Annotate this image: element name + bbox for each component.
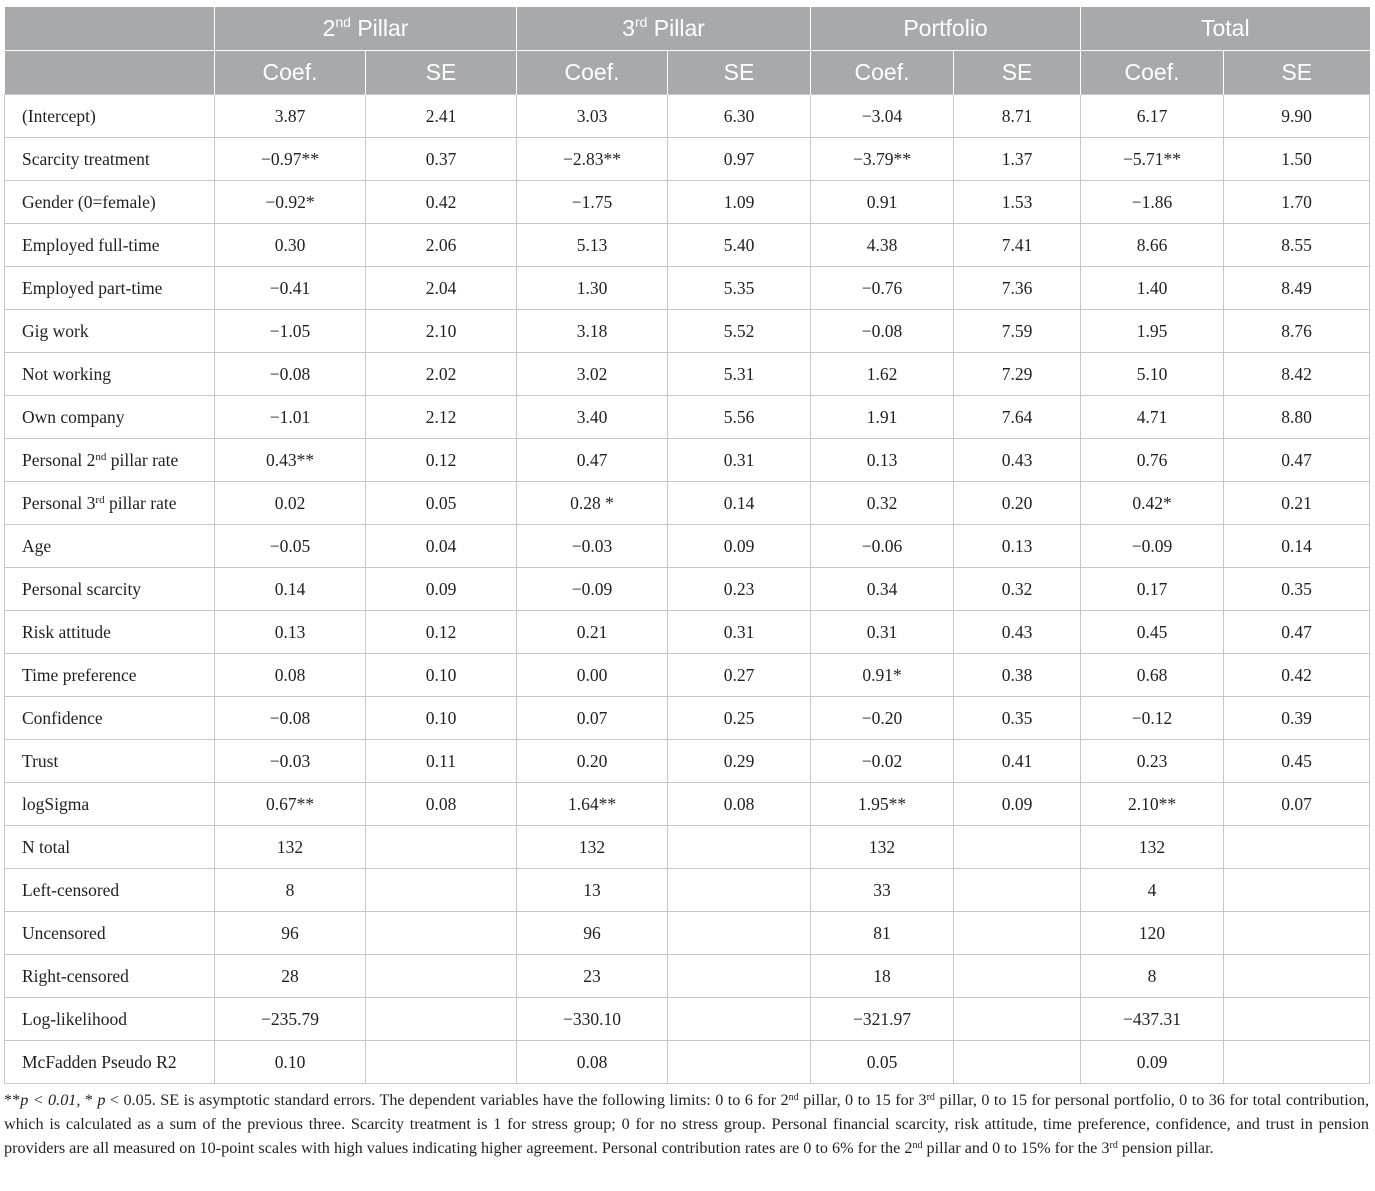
header-group-3rd-pillar [517, 7, 811, 51]
row-label [5, 998, 215, 1041]
coef-cell: −0.12 [1081, 697, 1224, 740]
coef-cell: 0.34 [811, 568, 954, 611]
se-cell: 0.10 [366, 697, 517, 740]
coef-cell: −0.97** [215, 138, 366, 181]
coef-cell: 0.76 [1081, 439, 1224, 482]
coef-cell: 0.91 [811, 181, 954, 224]
se-cell: 2.06 [366, 224, 517, 267]
coef-cell: 3.02 [517, 353, 668, 396]
table-row [5, 224, 1370, 267]
coef-cell: 5.13 [517, 224, 668, 267]
se-cell: 0.97 [668, 138, 811, 181]
se-cell: 7.29 [954, 353, 1081, 396]
table-row [5, 568, 1370, 611]
table-row [5, 396, 1370, 439]
row-label-text: Log-likelihood [22, 1008, 127, 1029]
coef-cell: 0.08 [215, 654, 366, 697]
se-cell [1224, 912, 1370, 955]
se-cell: 0.39 [1224, 697, 1370, 740]
header-group-portfolio [811, 7, 1081, 51]
row-label [5, 1041, 215, 1084]
se-cell: 1.50 [1224, 138, 1370, 181]
se-cell [1224, 869, 1370, 912]
se-cell: 0.43 [954, 611, 1081, 654]
table-row [5, 525, 1370, 568]
coef-cell: −3.04 [811, 95, 954, 138]
se-cell: 0.09 [366, 568, 517, 611]
se-cell: 8.76 [1224, 310, 1370, 353]
footnote-p-symbol: p [97, 1091, 106, 1109]
se-cell: 0.38 [954, 654, 1081, 697]
row-label-text: Gig work [22, 320, 89, 341]
header-se: SE [366, 51, 517, 95]
header-coef: Coef. [517, 51, 668, 95]
coef-cell: −0.09 [1081, 525, 1224, 568]
coef-cell: 0.45 [1081, 611, 1224, 654]
table-row [5, 267, 1370, 310]
coef-cell: 0.21 [517, 611, 668, 654]
table-row [5, 95, 1370, 138]
se-cell: 0.12 [366, 439, 517, 482]
se-cell: 2.12 [366, 396, 517, 439]
row-label-text: Confidence [22, 707, 103, 728]
row-label-sup: rd [95, 493, 105, 506]
coef-cell: 6.17 [1081, 95, 1224, 138]
header-coef: Coef. [811, 51, 954, 95]
se-cell [1224, 955, 1370, 998]
coef-cell: 0.10 [215, 1041, 366, 1084]
header-group-text-rest: Pillar [350, 15, 409, 41]
se-cell: 0.07 [1224, 783, 1370, 826]
row-label [5, 654, 215, 697]
header-group-sup: rd [634, 14, 648, 30]
se-cell: 0.23 [668, 568, 811, 611]
se-cell: 1.37 [954, 138, 1081, 181]
se-cell: 0.08 [366, 783, 517, 826]
table-row [5, 697, 1370, 740]
row-label-rest: pillar rate [104, 492, 177, 513]
footnote-sup: nd [788, 1092, 799, 1103]
se-cell: 5.31 [668, 353, 811, 396]
header-group-text-rest: Pillar [647, 15, 705, 41]
coef-cell: −0.20 [811, 697, 954, 740]
se-cell: 8.80 [1224, 396, 1370, 439]
coef-cell: −0.76 [811, 267, 954, 310]
table-row [5, 181, 1370, 224]
se-cell: 0.42 [366, 181, 517, 224]
coef-cell: −1.75 [517, 181, 668, 224]
se-cell: 8.55 [1224, 224, 1370, 267]
coef-cell: 1.91 [811, 396, 954, 439]
se-cell: 1.70 [1224, 181, 1370, 224]
row-label [5, 869, 215, 912]
coef-cell: 132 [811, 826, 954, 869]
se-cell [1224, 998, 1370, 1041]
coef-cell: 4 [1081, 869, 1224, 912]
table-row [5, 1041, 1370, 1084]
coef-cell: 0.68 [1081, 654, 1224, 697]
row-label-rest: pillar rate [106, 449, 179, 470]
coef-cell: 3.40 [517, 396, 668, 439]
se-cell [366, 826, 517, 869]
se-cell: 0.04 [366, 525, 517, 568]
row-label [5, 697, 215, 740]
footnote-stars: ** [4, 1091, 21, 1109]
table-row [5, 654, 1370, 697]
se-cell: 0.43 [954, 439, 1081, 482]
se-cell: 0.09 [954, 783, 1081, 826]
se-cell: 0.08 [668, 783, 811, 826]
coef-cell: 3.18 [517, 310, 668, 353]
se-cell: 0.41 [954, 740, 1081, 783]
coef-cell: 2.10** [1081, 783, 1224, 826]
coef-cell: 0.30 [215, 224, 366, 267]
coef-cell: −2.83** [517, 138, 668, 181]
se-cell: 7.64 [954, 396, 1081, 439]
se-cell [668, 955, 811, 998]
table-row [5, 482, 1370, 525]
table-header [5, 7, 1370, 95]
row-label [5, 138, 215, 181]
row-label [5, 568, 215, 611]
header-corner [5, 7, 215, 51]
footnote-p-value: p < 0.01, [20, 1091, 81, 1109]
header-se: SE [954, 51, 1081, 95]
se-cell: 5.52 [668, 310, 811, 353]
header-se: SE [668, 51, 811, 95]
se-cell: 2.04 [366, 267, 517, 310]
coef-cell: −0.92* [215, 181, 366, 224]
coef-cell: −0.03 [215, 740, 366, 783]
row-label-text: logSigma [22, 793, 90, 814]
se-cell: 1.53 [954, 181, 1081, 224]
row-label [5, 353, 215, 396]
se-cell: 0.27 [668, 654, 811, 697]
coef-cell: −0.06 [811, 525, 954, 568]
header-corner-sub [5, 51, 215, 95]
se-cell: 5.56 [668, 396, 811, 439]
se-cell [668, 912, 811, 955]
se-cell: 0.47 [1224, 439, 1370, 482]
se-cell: 0.42 [1224, 654, 1370, 697]
coef-cell: −1.05 [215, 310, 366, 353]
row-label-text: (Intercept) [22, 105, 96, 126]
header-row-subcolumns [5, 51, 1370, 95]
row-label [5, 439, 215, 482]
se-cell [954, 826, 1081, 869]
se-cell: 8.49 [1224, 267, 1370, 310]
coef-cell: 81 [811, 912, 954, 955]
se-cell: 0.31 [668, 439, 811, 482]
se-cell: 9.90 [1224, 95, 1370, 138]
coef-cell: 96 [517, 912, 668, 955]
coef-cell: 0.23 [1081, 740, 1224, 783]
row-label-text: McFadden Pseudo R2 [22, 1051, 177, 1072]
coef-cell: 4.71 [1081, 396, 1224, 439]
header-group-2nd-pillar [215, 7, 517, 51]
coef-cell: 1.64** [517, 783, 668, 826]
se-cell: 0.47 [1224, 611, 1370, 654]
row-label-text: Personal 2 [22, 449, 96, 470]
coef-cell: 0.13 [215, 611, 366, 654]
se-cell [954, 869, 1081, 912]
row-label [5, 267, 215, 310]
se-cell: 0.25 [668, 697, 811, 740]
coef-cell: 4.38 [811, 224, 954, 267]
se-cell: 0.12 [366, 611, 517, 654]
header-coef: Coef. [215, 51, 366, 95]
se-cell: 2.41 [366, 95, 517, 138]
se-cell: 8.71 [954, 95, 1081, 138]
se-cell: 0.10 [366, 654, 517, 697]
coef-cell: 13 [517, 869, 668, 912]
se-cell: 0.35 [1224, 568, 1370, 611]
row-label-text: Risk attitude [22, 621, 111, 642]
coef-cell: −0.08 [811, 310, 954, 353]
table-row [5, 740, 1370, 783]
coef-cell: 1.95 [1081, 310, 1224, 353]
se-cell: 7.36 [954, 267, 1081, 310]
row-label [5, 525, 215, 568]
header-coef: Coef. [1081, 51, 1224, 95]
se-cell: 0.14 [668, 482, 811, 525]
se-cell: 8.42 [1224, 353, 1370, 396]
footnote-sup: rd [1109, 1140, 1118, 1151]
footnote-text: pillar, 0 to 15 for 3 [798, 1091, 927, 1109]
coef-cell: 0.42* [1081, 482, 1224, 525]
table-row [5, 439, 1370, 482]
coef-cell: 5.10 [1081, 353, 1224, 396]
se-cell: 0.32 [954, 568, 1081, 611]
coef-cell: −0.09 [517, 568, 668, 611]
footnote-text: pillar, 0 to 15 for personal portfolio, 0 to 36 for total contribution, which is calculated as a sum of the previous three. Scarcity treatment is 1 for stress group; 0 for no stress group. Personal financial scarcity, risk attitude, time preference, confidence, and trust in pension providers are all measured on 10-point scales with high values indicating higher agreement. Personal contribution rates are 0 to 6% for the 2 [4, 1091, 1369, 1157]
se-cell: 7.59 [954, 310, 1081, 353]
row-label-text: Age [22, 535, 52, 556]
row-label-text: Left-censored [22, 879, 120, 900]
row-label-text: Not working [22, 363, 111, 384]
footnote-sup: rd [926, 1092, 935, 1103]
row-label [5, 611, 215, 654]
footnote-text: < 0.05. SE is asymptotic standard errors. The dependent variables have the following limits: 0 to 6 for 2 [105, 1091, 789, 1109]
header-group-text: 2 [322, 15, 336, 41]
se-cell: 0.29 [668, 740, 811, 783]
coef-cell: 0.13 [811, 439, 954, 482]
table-footnote [4, 1088, 1369, 1160]
row-label-text: Uncensored [22, 922, 106, 943]
coef-cell: 0.14 [215, 568, 366, 611]
table-row [5, 783, 1370, 826]
table-row [5, 826, 1370, 869]
se-cell [954, 955, 1081, 998]
coef-cell: 0.17 [1081, 568, 1224, 611]
table-body [5, 95, 1370, 1084]
se-cell [366, 912, 517, 955]
se-cell [366, 955, 517, 998]
se-cell: 5.35 [668, 267, 811, 310]
coef-cell: 0.20 [517, 740, 668, 783]
table-row [5, 998, 1370, 1041]
coef-cell: 8 [215, 869, 366, 912]
row-label [5, 740, 215, 783]
row-label-text: Employed part-time [22, 277, 163, 298]
row-label-text: Employed full-time [22, 234, 160, 255]
se-cell [668, 1041, 811, 1084]
se-cell: 0.14 [1224, 525, 1370, 568]
se-cell [954, 912, 1081, 955]
row-label-text: Time preference [22, 664, 137, 685]
row-label-text: Scarcity treatment [22, 148, 150, 169]
regression-table-container [4, 7, 1369, 1084]
row-label [5, 912, 215, 955]
row-label [5, 224, 215, 267]
coef-cell: 132 [215, 826, 366, 869]
se-cell: 0.31 [668, 611, 811, 654]
footnote-star: * [80, 1091, 98, 1109]
coef-cell: −5.71** [1081, 138, 1224, 181]
coef-cell: −0.08 [215, 697, 366, 740]
coef-cell: 132 [1081, 826, 1224, 869]
se-cell: 6.30 [668, 95, 811, 138]
regression-table [4, 7, 1370, 1084]
row-label-text: Personal scarcity [22, 578, 142, 599]
se-cell: 2.10 [366, 310, 517, 353]
coef-cell: 0.05 [811, 1041, 954, 1084]
coef-cell: 8.66 [1081, 224, 1224, 267]
row-label-text: Gender (0=female) [22, 191, 156, 212]
table-row [5, 353, 1370, 396]
coef-cell: 0.08 [517, 1041, 668, 1084]
coef-cell: 33 [811, 869, 954, 912]
coef-cell: −0.41 [215, 267, 366, 310]
se-cell [954, 1041, 1081, 1084]
row-label [5, 826, 215, 869]
header-group-total [1081, 7, 1370, 51]
coef-cell: −0.02 [811, 740, 954, 783]
coef-cell: 0.31 [811, 611, 954, 654]
header-group-text: 3 [622, 15, 635, 41]
coef-cell: −1.86 [1081, 181, 1224, 224]
se-cell: 7.41 [954, 224, 1081, 267]
se-cell [954, 998, 1081, 1041]
footnote-text: pillar and 0 to 15% for the 3 [922, 1139, 1110, 1157]
se-cell: 0.20 [954, 482, 1081, 525]
se-cell: 2.02 [366, 353, 517, 396]
coef-cell: 23 [517, 955, 668, 998]
coef-cell: 0.09 [1081, 1041, 1224, 1084]
row-label [5, 955, 215, 998]
coef-cell: −0.03 [517, 525, 668, 568]
coef-cell: −235.79 [215, 998, 366, 1041]
se-cell [366, 1041, 517, 1084]
se-cell: 0.11 [366, 740, 517, 783]
se-cell [1224, 826, 1370, 869]
se-cell [366, 869, 517, 912]
se-cell [1224, 1041, 1370, 1084]
coef-cell: 0.07 [517, 697, 668, 740]
coef-cell: 1.95** [811, 783, 954, 826]
table-row [5, 138, 1370, 181]
coef-cell: −0.05 [215, 525, 366, 568]
header-group-text: Portfolio [903, 15, 988, 41]
coef-cell: 0.43** [215, 439, 366, 482]
row-label [5, 396, 215, 439]
header-group-sup: nd [335, 14, 351, 30]
se-cell: 5.40 [668, 224, 811, 267]
header-group-text: Total [1200, 15, 1250, 41]
coef-cell: 28 [215, 955, 366, 998]
coef-cell: 96 [215, 912, 366, 955]
coef-cell: 3.03 [517, 95, 668, 138]
row-label [5, 482, 215, 525]
row-label [5, 783, 215, 826]
table-row [5, 869, 1370, 912]
row-label-text: Trust [22, 750, 59, 771]
se-cell: 0.13 [954, 525, 1081, 568]
coef-cell: 3.87 [215, 95, 366, 138]
footnote-text: pension pillar. [1117, 1139, 1214, 1157]
table-row [5, 611, 1370, 654]
coef-cell: 0.02 [215, 482, 366, 525]
se-cell: 0.09 [668, 525, 811, 568]
footnote-sup: nd [912, 1140, 923, 1151]
coef-cell: 120 [1081, 912, 1224, 955]
coef-cell: 0.28 * [517, 482, 668, 525]
coef-cell: −1.01 [215, 396, 366, 439]
table-row [5, 912, 1370, 955]
se-cell [668, 998, 811, 1041]
coef-cell: 0.32 [811, 482, 954, 525]
coef-cell: −0.08 [215, 353, 366, 396]
coef-cell: 8 [1081, 955, 1224, 998]
row-label-text: Personal 3 [22, 492, 96, 513]
se-cell: 1.09 [668, 181, 811, 224]
row-label-sup: nd [95, 450, 107, 463]
coef-cell: 0.67** [215, 783, 366, 826]
coef-cell: 1.40 [1081, 267, 1224, 310]
row-label [5, 181, 215, 224]
se-cell [366, 998, 517, 1041]
se-cell: 0.35 [954, 697, 1081, 740]
coef-cell: 18 [811, 955, 954, 998]
row-label-text: Right-censored [22, 965, 129, 986]
se-cell: 0.05 [366, 482, 517, 525]
se-cell [668, 826, 811, 869]
header-se: SE [1224, 51, 1370, 95]
coef-cell: 0.91* [811, 654, 954, 697]
row-label [5, 310, 215, 353]
coef-cell: 0.47 [517, 439, 668, 482]
coef-cell: 1.30 [517, 267, 668, 310]
table-row [5, 955, 1370, 998]
table-row [5, 310, 1370, 353]
coef-cell: −437.31 [1081, 998, 1224, 1041]
coef-cell: −321.97 [811, 998, 954, 1041]
coef-cell: −330.10 [517, 998, 668, 1041]
row-label [5, 95, 215, 138]
se-cell [668, 869, 811, 912]
coef-cell: 132 [517, 826, 668, 869]
coef-cell: −3.79** [811, 138, 954, 181]
row-label-text: Own company [22, 406, 125, 427]
se-cell: 0.45 [1224, 740, 1370, 783]
row-label-text: N total [22, 836, 71, 857]
se-cell: 0.37 [366, 138, 517, 181]
coef-cell: 1.62 [811, 353, 954, 396]
header-row-groups [5, 7, 1370, 51]
coef-cell: 0.00 [517, 654, 668, 697]
se-cell: 0.21 [1224, 482, 1370, 525]
